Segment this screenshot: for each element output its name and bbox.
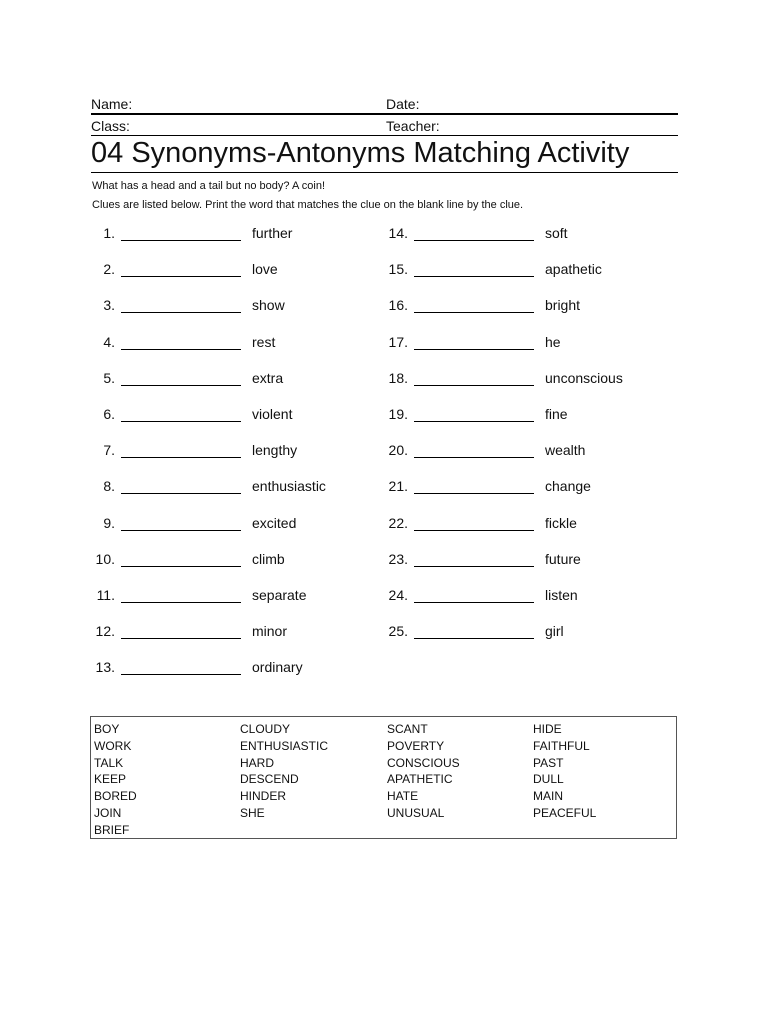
answer-blank[interactable]: [121, 530, 241, 531]
answer-blank[interactable]: [414, 457, 534, 458]
clue-word: show: [252, 297, 285, 314]
answer-blank[interactable]: [121, 276, 241, 277]
word-bank-word: CLOUDY: [240, 722, 291, 736]
clue-number: 2.: [103, 261, 115, 278]
word-bank-column: [387, 721, 460, 822]
answer-blank[interactable]: [121, 312, 241, 313]
clue-number: 15.: [388, 261, 408, 278]
word-bank-word: ENTHUSIASTIC: [240, 738, 329, 753]
answer-blank[interactable]: [121, 602, 241, 603]
word-bank-word: HINDER: [240, 789, 287, 804]
word-bank-word: PAST: [533, 755, 564, 770]
clue-number: 6.: [103, 406, 115, 422]
word-bank-word: MAIN: [533, 789, 563, 804]
clue-number: 9.: [103, 514, 115, 531]
word-bank-word: SHE: [240, 805, 265, 820]
clue-word: apathetic: [545, 261, 602, 278]
clue-number: 14.: [388, 225, 408, 241]
clue-number: 10.: [95, 550, 115, 567]
word-bank-word: SCANT: [387, 722, 428, 736]
word-bank-column: [94, 721, 137, 839]
clue-word: climb: [252, 550, 285, 567]
word-bank-word: POVERTY: [387, 738, 445, 753]
clue-word: separate: [252, 587, 307, 603]
clue-number: 7.: [103, 442, 115, 459]
clue-word: change: [545, 478, 591, 495]
word-bank-word: PEACEFUL: [533, 805, 597, 820]
clue-number: 24.: [388, 587, 408, 603]
clue-word: soft: [545, 225, 568, 241]
clue-word: enthusiastic: [252, 478, 326, 495]
answer-blank[interactable]: [414, 638, 534, 639]
clue-word: future: [545, 550, 581, 567]
clue-number: 18.: [388, 369, 408, 386]
clue-word: minor: [252, 623, 288, 640]
clue-word: lengthy: [252, 442, 298, 459]
clue-number: 17.: [388, 333, 408, 350]
instructions-text: Clues are listed below. Print the word that matches the clue on the blank line by the clue.: [92, 199, 524, 211]
riddle-text: What has a head and a tail but no body? A coin!: [92, 180, 326, 192]
clue-number: 19.: [388, 406, 408, 422]
teacher-label: Teacher:: [386, 118, 440, 134]
clue-word: rest: [252, 333, 276, 350]
answer-blank[interactable]: [121, 566, 241, 567]
word-bank-word: BORED: [94, 789, 137, 804]
clue-word: listen: [545, 587, 578, 603]
word-bank-word: CONSCIOUS: [387, 755, 460, 770]
header-row-class-teacher: [91, 114, 678, 136]
answer-blank[interactable]: [121, 457, 241, 458]
clue-word: bright: [545, 297, 581, 314]
clue-word: further: [252, 225, 293, 241]
clue-number: 3.: [103, 297, 115, 314]
clue-number: 20.: [388, 442, 408, 459]
answer-blank[interactable]: [414, 385, 534, 386]
clue-number: 4.: [103, 333, 115, 350]
clue-word: ordinary: [252, 659, 303, 676]
clue-word: love: [252, 261, 278, 278]
clue-number: 25.: [388, 623, 408, 640]
clue-number: 16.: [388, 297, 408, 314]
answer-blank[interactable]: [121, 638, 241, 639]
answer-blank[interactable]: [414, 602, 534, 603]
answer-blank[interactable]: [414, 493, 534, 494]
answer-blank[interactable]: [414, 421, 534, 422]
clue-word: violent: [252, 406, 293, 422]
word-bank-word: BOY: [94, 722, 120, 736]
clue-number: 5.: [103, 369, 115, 386]
answer-blank[interactable]: [414, 276, 534, 277]
clue-word: excited: [252, 514, 297, 531]
clue-number: 21.: [388, 478, 408, 495]
answer-blank[interactable]: [121, 421, 241, 422]
answer-blank[interactable]: [121, 493, 241, 494]
word-bank-word: HATE: [387, 789, 419, 804]
word-bank-word: APATHETIC: [387, 772, 453, 787]
word-bank-word: JOIN: [94, 805, 122, 820]
word-bank-word: FAITHFUL: [533, 738, 590, 753]
clue-number: 22.: [388, 514, 408, 531]
word-bank-word: BRIEF: [94, 822, 130, 837]
word-bank-word: WORK: [94, 738, 132, 753]
clue-word: girl: [545, 623, 564, 640]
clue-number: 23.: [388, 550, 408, 567]
date-label: Date:: [386, 96, 420, 112]
answer-blank[interactable]: [414, 566, 534, 567]
answer-blank[interactable]: [414, 349, 534, 350]
word-bank-word: TALK: [94, 755, 124, 770]
clue-word: he: [545, 333, 561, 350]
clue-number: 11.: [96, 587, 115, 603]
clue-number: 12.: [95, 623, 115, 640]
answer-blank[interactable]: [414, 530, 534, 531]
answer-blank[interactable]: [121, 674, 241, 675]
word-bank-word: DESCEND: [240, 772, 299, 787]
clue-word: extra: [252, 369, 284, 386]
word-bank-word: UNUSUAL: [387, 805, 445, 820]
word-bank-word: HIDE: [533, 722, 562, 736]
word-bank-word: DULL: [533, 772, 564, 787]
page-title: 04 Synonyms-Antonyms Matching Activity: [91, 134, 678, 173]
word-bank-column: [533, 721, 596, 822]
clue-number: 8.: [103, 478, 115, 495]
clue-word: fine: [545, 406, 568, 422]
clue-number: 1.: [103, 225, 115, 241]
clue-word: unconscious: [545, 369, 623, 386]
word-bank: [90, 716, 677, 839]
answer-blank[interactable]: [414, 312, 534, 313]
answer-blank[interactable]: [121, 349, 241, 350]
answer-blank[interactable]: [121, 240, 241, 241]
header-row-name-date: [91, 92, 678, 115]
answer-blank[interactable]: [121, 385, 241, 386]
clue-number: 13.: [95, 659, 115, 676]
name-label: Name:: [91, 96, 133, 112]
clue-word: fickle: [545, 514, 577, 531]
word-bank-column: [240, 721, 328, 822]
class-label: Class:: [91, 118, 130, 134]
word-bank-word: HARD: [240, 755, 275, 770]
clue-word: wealth: [545, 442, 586, 459]
word-bank-word: KEEP: [94, 772, 127, 787]
answer-blank[interactable]: [414, 240, 534, 241]
